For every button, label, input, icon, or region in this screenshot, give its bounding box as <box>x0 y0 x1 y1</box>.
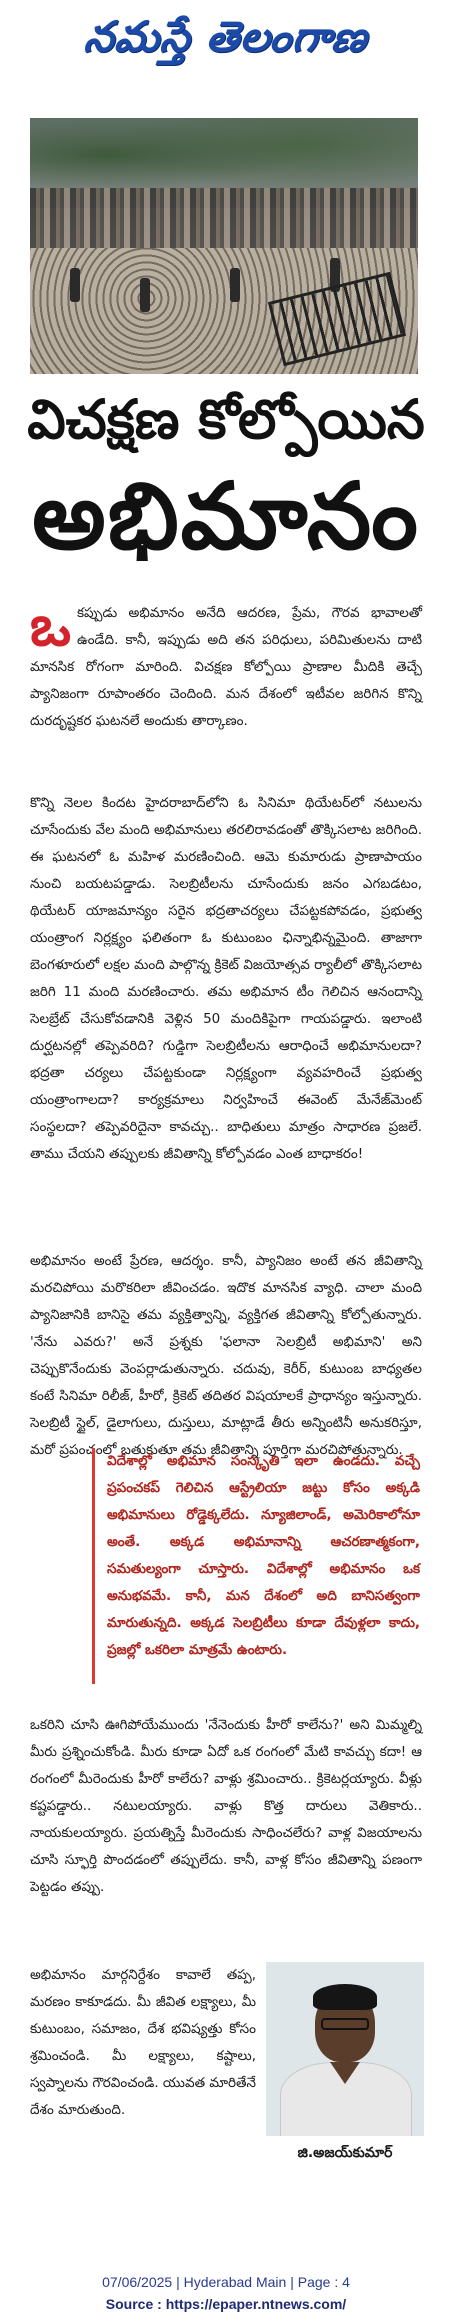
headline-line-2: అభిమానం <box>32 463 420 570</box>
masthead-title: నమస్తే తెలంగాణ <box>82 12 371 61</box>
headline-line-1: విచక్షణ కోల్పోయిన <box>27 388 425 451</box>
paragraph-closing-text: అభిమానం మార్గనిర్దేశం కావాలే తప్ప, మరణం కాకూడదు. మీ జీవిత లక్ష్యాలు, మీ కుటుంబం, సమాజం, దేశ భవిష్యత్తు కోసం శ్రమించండి. మీ లక్ష్యాలు, కష్టాలు, స్వప్నాలను గౌరవించండి. యువత మారితేనే దేశం మారుతుంది. <box>30 1967 256 2118</box>
highlight-callout <box>92 1448 420 1684</box>
photo-crowd <box>30 188 418 248</box>
paragraph-intro-text: కప్పుడు అభిమానం అనేది ఆదరణ, ప్రేమ, గౌరవ భావాలతో ఉండేది. కానీ, ఇప్పుడు అది తన పరిధులు, పరిమితులను దాటి మానసిక రోగంగా మారింది. విచక్షణ కోల్పోయి ప్రాణాల మీదికి తెచ్చే ప్యానిజంగా రూపాంతరం చెందింది. మన దేశంలో ఇటీవల జరిగిన కొన్ని దురదృష్టకర ఘటనలే అందుకు తార్కాణం. <box>30 605 422 729</box>
paragraph-incidents <box>30 790 422 1230</box>
paragraph-closing <box>30 1962 256 2172</box>
masthead <box>24 6 428 78</box>
author-glasses <box>321 2018 369 2030</box>
author-hair <box>313 1984 377 2010</box>
author-photo <box>266 1962 424 2136</box>
photo-bollard <box>140 278 150 312</box>
headline <box>24 385 428 585</box>
paragraph-be-hero-text: ఒకరిని చూసి ఊగిపోయేముందు 'నేనెందుకు హీరో కాలేను?' అని మిమ్మల్ని మీరు ప్రశ్నించుకోండి. మీరు కూడా ఏదో ఒక రంగంలో మేటి కావచ్చు కదా! ఆ రంగంలో మీరెందుకు హీరో కాలేరు? వాళ్లు శ్రమించారు.. క్రికెటర్లయ్యారు. వీళ్లు కష్టపడ్డారు.. నటులయ్యారు. వాళ్లు కొత్త దారులు వెతికారు.. నాయకులయ్యారు. ప్రయత్నిస్తే మీరెందుకు సాధించలేరు? వాళ్ల విజయాలను చూసి స్ఫూర్తి పొందడంలో తప్పులేదు. కానీ, వాళ్ల కోసం జీవితాన్ని పణంగా పెట్టడం తప్పు. <box>30 1717 422 1895</box>
paragraph-fanism <box>30 1248 422 1458</box>
footer-date-line: 07/06/2025 | Hyderabad Main | Page : 4 <box>102 2274 350 2290</box>
paragraph-be-hero <box>30 1712 422 1958</box>
paragraph-fanism-text: అభిమానం అంటే ప్రేరణ, ఆదర్శం. కానీ, ప్యానిజం అంటే తన జీవితాన్ని మరచిపోయి మరొకరిలా జీవించడం. ఇదొక మానసిక వ్యాధి. చాలా మంది ప్యానిజానికి బానిసై తమ వ్యక్తిత్వాన్ని, వ్యక్తిగత జీవితాన్ని కోల్పోతున్నారు. 'నేను ఎవరు?' అనే ప్రశ్నకు 'ఫలానా సెలబ్రిటీ అభిమాని' అని చెప్పుకొనేందుకు వెంపర్లాడుతున్నారు. చదువు, కెరీర్, కుటుంబ బాధ్యతల కంటే సినిమా రిలీజ్, హీరో, క్రికెట్ తదితర విషయాలకే ప్రాధాన్యం ఇస్తున్నారు. సెలబ్రిటీ స్టైల్, డైలాగులు, దుస్తులు, మాట్లాడే తీరు అన్నింటినీ అనుకరిస్తూ, మరో ప్రపంచంలో బతుకుతూ తమ జీవితాన్ని పూర్తిగా మరచిపోతున్నారు. <box>30 1253 422 1458</box>
photo-bollard <box>230 268 240 302</box>
callout-text: విదేశాల్లో అభిమాన సంస్కృతి ఇలా ఉండదు. వచ్చే ప్రపంచకప్ గెలిచిన ఆస్ట్రేలియా జట్టు కోసం అక్కడి అభిమానులు రోడ్డెక్కలేదు. న్యూజిలాండ్, అమెరికాలోనూ అంతే. అక్కడ అభిమానాన్ని ఆచరణాత్మకంగా, సమతుల్యంగా చూస్తారు. విదేశాల్లో అభిమానం ఒక అనుభవమే. కానీ, మన దేశంలో అది బానిసత్వంగా మారుతున్నది. అక్కడ సెలబ్రిటీలు కూడా దేవుళ్లలా కాదు, ప్రజల్లో ఒకరిలా మాత్రమే ఉంటారు. <box>107 1453 420 1658</box>
drop-cap: ఒ <box>30 594 71 659</box>
paragraph-incidents-text: కొన్ని నెలల కిందట హైదరాబాద్‌లోని ఓ సినిమా థియేటర్‌లో నటులను చూసేందుకు వేల మంది అభిమానులు తరలిరావడంతో తొక్కిసలాట జరిగింది. ఈ ఘటనలో ఓ మహిళ మరణించింది. ఆమె కుమారుడు ప్రాణాపాయం నుంచి బయటపడ్డాడు. సెలబ్రిటీలను చూసేందుకు జనం ఎగబడటం, థియేటర్ యాజమాన్యం సరైన భద్రతాచర్యలు చేపట్టకపోవడం, ప్రభుత్వ యంత్రాంగ నిర్లక్ష్యం ఫలితంగా ఓ కుటుంబం ఛిన్నాభిన్నమైంది. తాజాగా బెంగళూరులో లక్షల మంది పాల్గొన్న క్రికెట్ విజయోత్సవ ర్యాలీలో తొక్కిసలాట జరిగి 11 మంది మరణించారు. తమ అభిమాన టీం గెలిచిన ఆనందాన్ని సెలబ్రేట్ చేసుకోవడానికి వెళ్లిన 50 మందికిపైగా గాయపడ్డారు. ఇలాంటి దుర్ఘటనల్లో తప్పెవరిది? గుడ్డిగా సెలబ్రిటీలను ఆరాధించే అభిమానులదా? భద్రతా చర్యలు చేపట్టకుండా నిర్లక్ష్యంగా వ్యవహరించే ప్రభుత్వ యంత్రాంగాలదా? కార్యక్రమాలు నిర్వహించే ఈవెంట్ మేనేజ్‌మెంట్ సంస్థలదా? తప్పెవరిదైనా కావచ్చు.. బాధితులు మాత్రం సాధారణ ప్రజలే. తాము చేయని తప్పులకు జీవితాన్ని కోల్పోవడం ఎంత బాధాకరం! <box>30 795 422 1162</box>
paragraph-intro <box>30 594 422 772</box>
footer-source-link[interactable]: Source : https://epaper.ntnews.com/ <box>105 2296 347 2312</box>
photo-bollard <box>70 268 80 302</box>
article-photo <box>30 118 418 374</box>
author-name: జి.అజయ్‌కుమార్ <box>297 2145 393 2161</box>
